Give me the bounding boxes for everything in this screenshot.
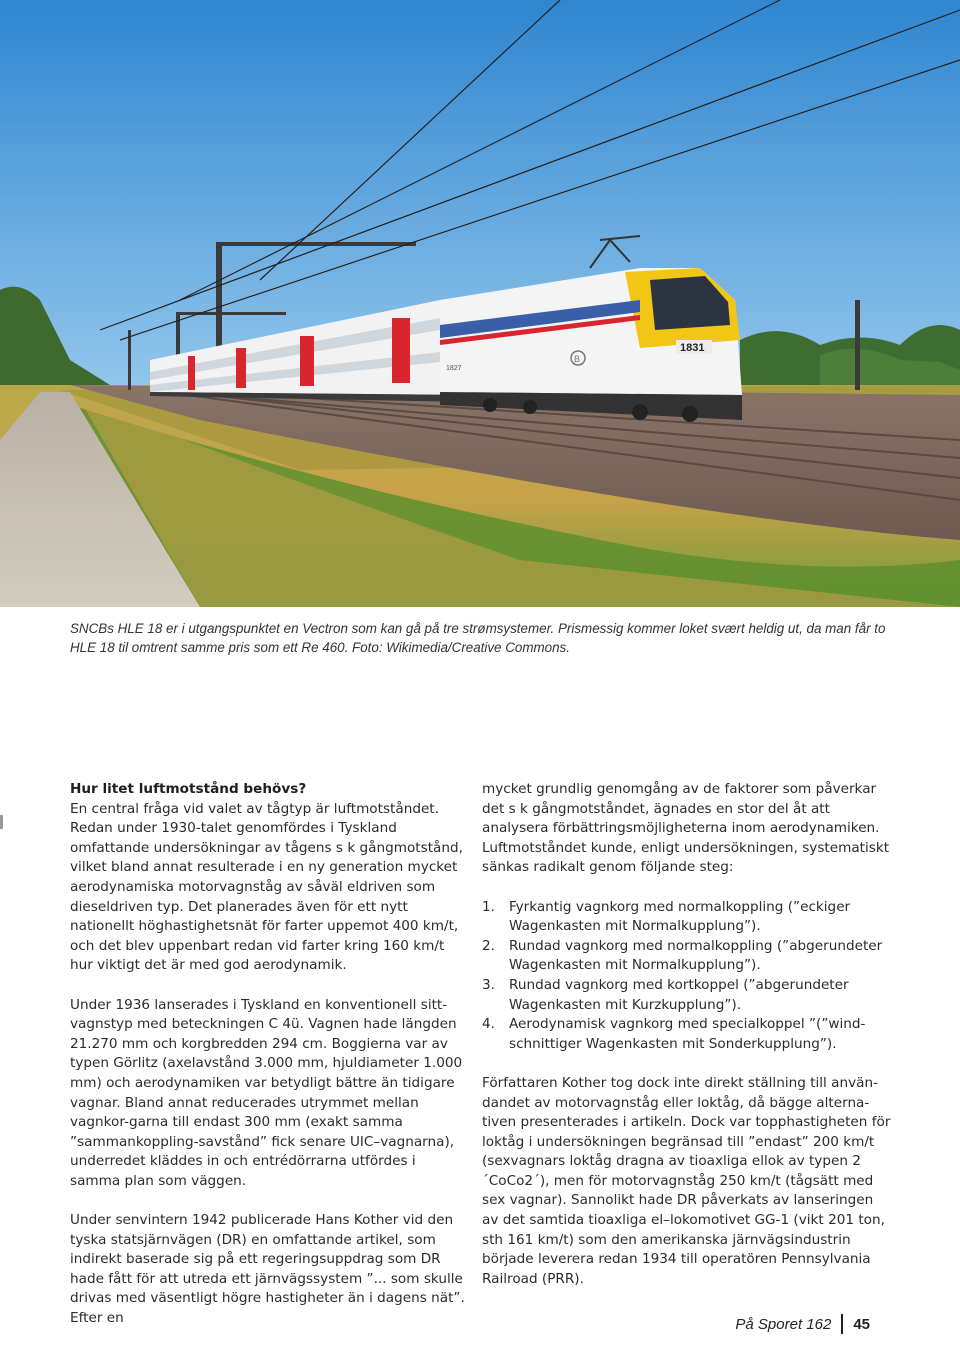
caption-line-2: HLE 18 til omtrent samme pris som ett Re 460. Foto: Wikimedia/Creative Commons. — [70, 640, 570, 655]
paragraph-3: Under senvintern 1942 publicerade Hans Kother vid den tyska statsjärnvägen (DR) en omfattande artikel, som indirekt baserade sig på ett regeringsuppdrag som DR hade fått för att utreda ett järnvägssystem ”... som skulle drivas med väsentligt högre hastigheter än i dagens nät”. Efter en — [70, 1212, 465, 1327]
train-photo-illustration — [0, 0, 960, 607]
right-column — [482, 780, 892, 1289]
magazine-title: På Sporet 162 — [735, 1315, 832, 1333]
page-number: 45 — [853, 1315, 870, 1333]
list-item-number: 4. — [482, 1016, 495, 1033]
list-item — [482, 1015, 892, 1054]
caption-line-1: SNCBs HLE 18 er i utgangspunktet en Vectron som kan gå på tre strømsystemer. Prismessig kommer loket svært heldig ut, da man får to — [70, 621, 886, 636]
list-item-number: 2. — [482, 937, 495, 954]
coach-number: 1827 — [446, 365, 462, 372]
list-item-number: 3. — [482, 976, 495, 993]
footer-divider — [841, 1314, 843, 1334]
list-item — [482, 937, 892, 976]
list-item — [482, 898, 892, 937]
list-item-text: Rundad vagnkorg med kortkoppel (”abgerundeter Wagenkasten mit Kurzkupplung”). — [509, 976, 849, 1013]
list-item-text: Aerodynamisk vagnkorg med specialkoppel ”(”wind-schnittiger Wagenkasten mit Sonderkupplung”). — [509, 1016, 866, 1052]
list-item-number: 1. — [482, 898, 495, 915]
list-item — [482, 976, 892, 1015]
page-footer — [735, 1314, 870, 1334]
list-item-text: Fyrkantig vagnkorg med normalkoppling (”eckiger Wagenkasten mit Normalkupplung”). — [509, 898, 851, 935]
train-photo — [0, 0, 960, 607]
margin-mark — [0, 815, 3, 829]
left-column — [70, 780, 470, 1329]
loco-number: 1831 — [680, 342, 705, 354]
paragraph-closing: Författaren Kother tog dock inte direkt ställning till använ-dandet av motorvagnståg eller loktåg, då bägge alterna-tiven presenterades i artikeln. Dock var topphastigheten för loktåg i undersökningen begränsad till ”endast” 200 km/t (sexvagnars loktåg dragna av tioaxliga ellok av typen 2´CoCo2´), men för motorvagnståg 250 km/t (tågsätt med sex vagnar). Sannolikt hade DR påverkats av lanseringen av det samtida tioaxliga el–lokomotivet GG-1 (vikt 201 ton, sth 161 km/t) som den amerikanska järnvägsindustrin började leverera redan 1934 till operatören Pennsylvania Railroad (PRR). — [482, 1074, 891, 1287]
list-item-text: Rundad vagnkorg med normalkoppling (”abgerundeter Wagenkasten mit Normalkupplung”). — [509, 937, 883, 974]
paragraph-1: En central fråga vid valet av tågtyp är luftmotståndet. Redan under 1930-talet genomfördes i Tyskland omfattande undersökningar av tågens s k gångmotstånd, vilket bland annat resulterade i en ny generation mycket aerodynamiska motorvagnståg av såväl eldriven som dieseldriven typ. Det planerades även för ett nytt nationellt höghastighetsnät för farter uppemot 400 km/t, och det blev uppenbart redan vid farter kring 160 km/t hur viktigt det är med god aerodynamik. — [70, 800, 463, 974]
paragraph-intro: mycket grundlig genomgång av de faktorer som påverkar det s k gångmotståndet, ägnades en stor del åt att analysera förbättringsmöjligheterna inom aerodynamiken. Luftmotståndet kunde, enligt undersökningen, systematiskt sänkas radikalt genom följande steg: — [482, 781, 890, 876]
steps-list — [482, 898, 892, 1055]
photo-caption — [70, 619, 890, 657]
paragraph-2: Under 1936 lanserades i Tyskland en konventionell sitt-vagnstyp med beteckningen C 4ü. Vagnen hade längden 21.270 mm och korgbredden 294 cm. Boggierna var av typen Görlitz (axelavstånd 3.000 mm, hjuldiameter 1.000 mm) och aerodynamiken var betydligt bättre än tidigare vagnar. Bland annat reducerades utrymmet mellan vagnkor-garna till endast 300 mm (exakt samma ”sammankoppling-savstånd” fick senare UIC–vagnarna), underredet kläddes in och entrédörrarna utfördes i samma plan som väggen. — [70, 996, 463, 1189]
loco-logo: B — [574, 354, 581, 364]
section-heading: Hur litet luftmotstånd behövs? — [70, 781, 307, 797]
